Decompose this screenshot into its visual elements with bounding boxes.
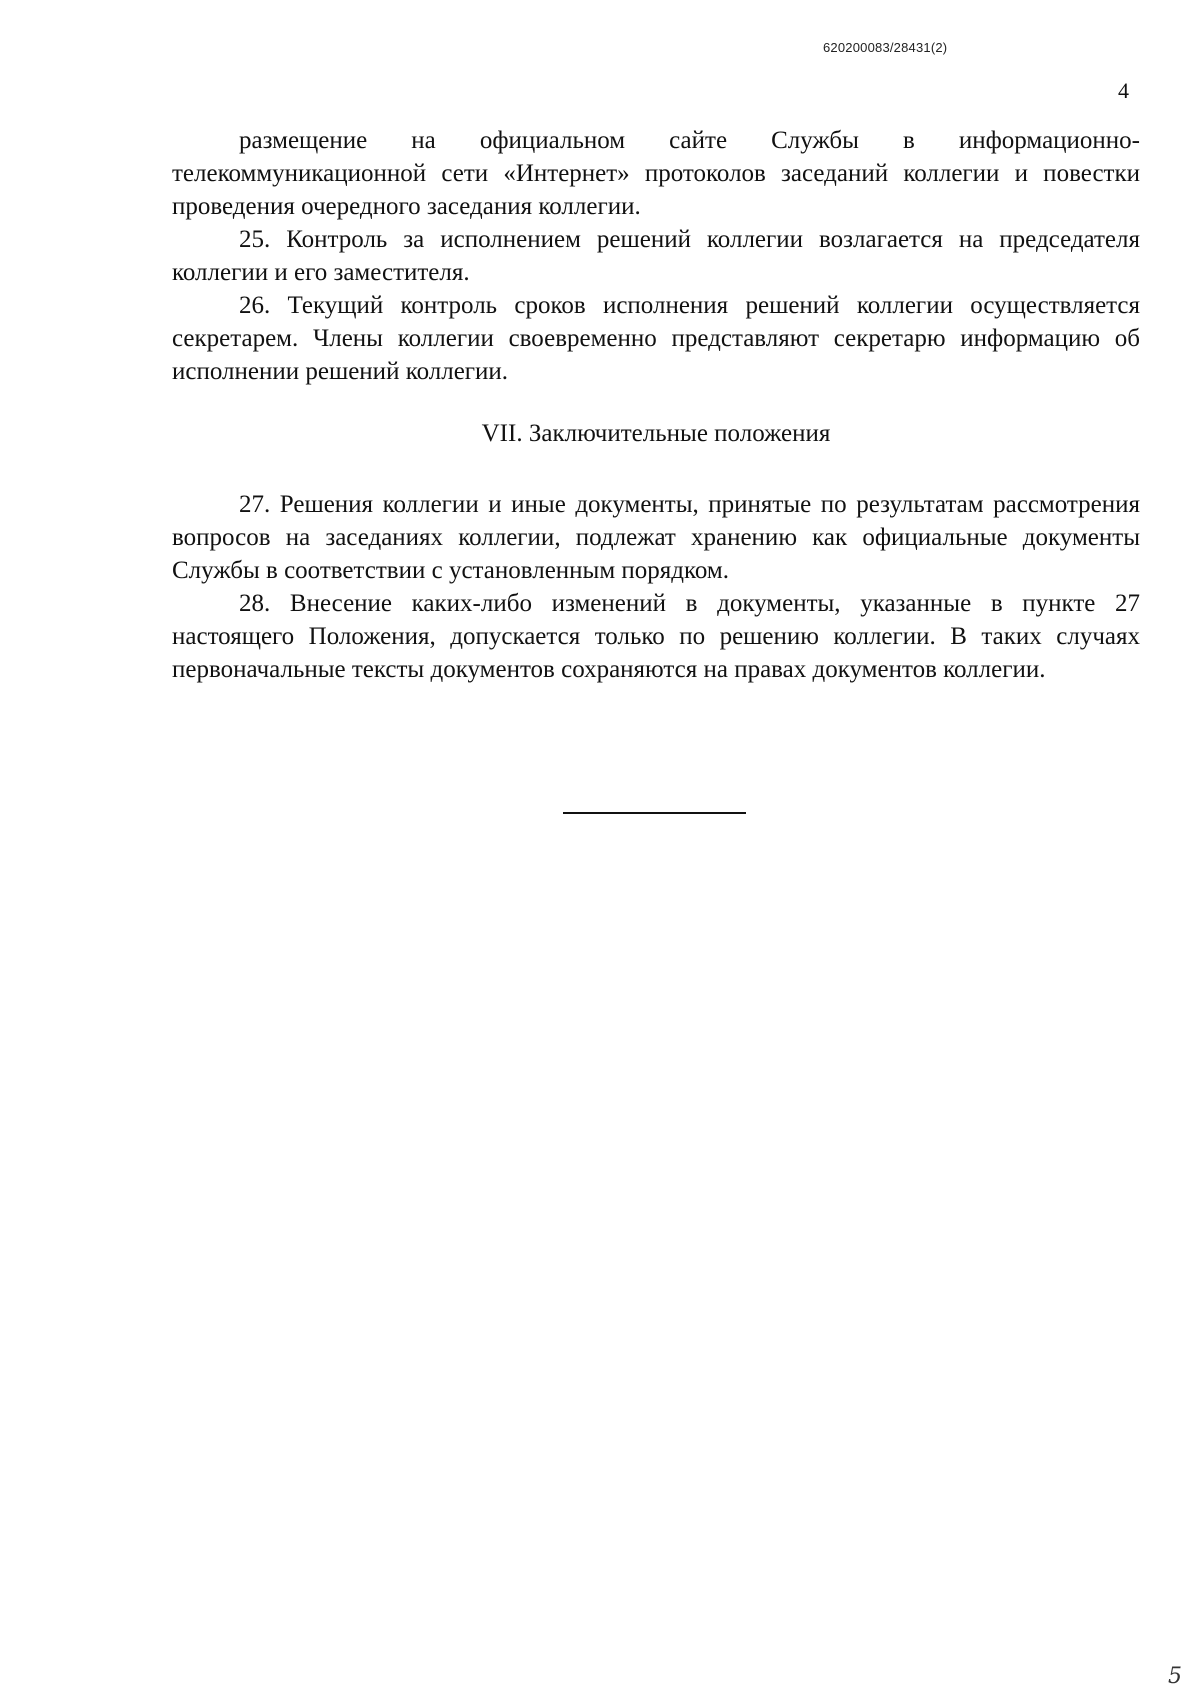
handwritten-sheet-number: 5	[1168, 1664, 1182, 1689]
document-id: 620200083/28431(2)	[823, 40, 948, 55]
section-heading: VII. Заключительные положения	[481, 420, 831, 447]
paragraph-website-publication: размещение на официальном сайте Службы в информационно-телекоммуникационной сети «Интернет» протоколов заседаний коллегии и повестки проведения очередного заседания коллегии.	[172, 127, 1140, 220]
paragraph-25: 25. Контроль за исполнением решений коллегии возлагается на председателя коллегии и его заместителя.	[172, 226, 1140, 286]
paragraph-26: 26. Текущий контроль сроков исполнения решений коллегии осуществляется секретарем. Члены коллегии своевременно представляют секретарю информацию об исполнении решений коллегии.	[172, 292, 1140, 385]
page-number: 4	[1118, 78, 1129, 103]
body-text-before-section	[172, 124, 1140, 388]
body-text-after-section	[172, 488, 1140, 686]
paragraph-28: 28. Внесение каких-либо изменений в документы, указанные в пункте 27 настоящего Положения, допускается только по решению коллегии. В таких случаях первоначальные тексты документов сохраняются на правах документов коллегии.	[172, 590, 1140, 683]
closing-rule	[563, 812, 746, 814]
paragraph-27: 27. Решения коллегии и иные документы, принятые по результатам рассмотрения вопросов на заседаниях коллегии, подлежат хранению как официальные документы Службы в соответствии с установленным порядком.	[172, 491, 1140, 584]
